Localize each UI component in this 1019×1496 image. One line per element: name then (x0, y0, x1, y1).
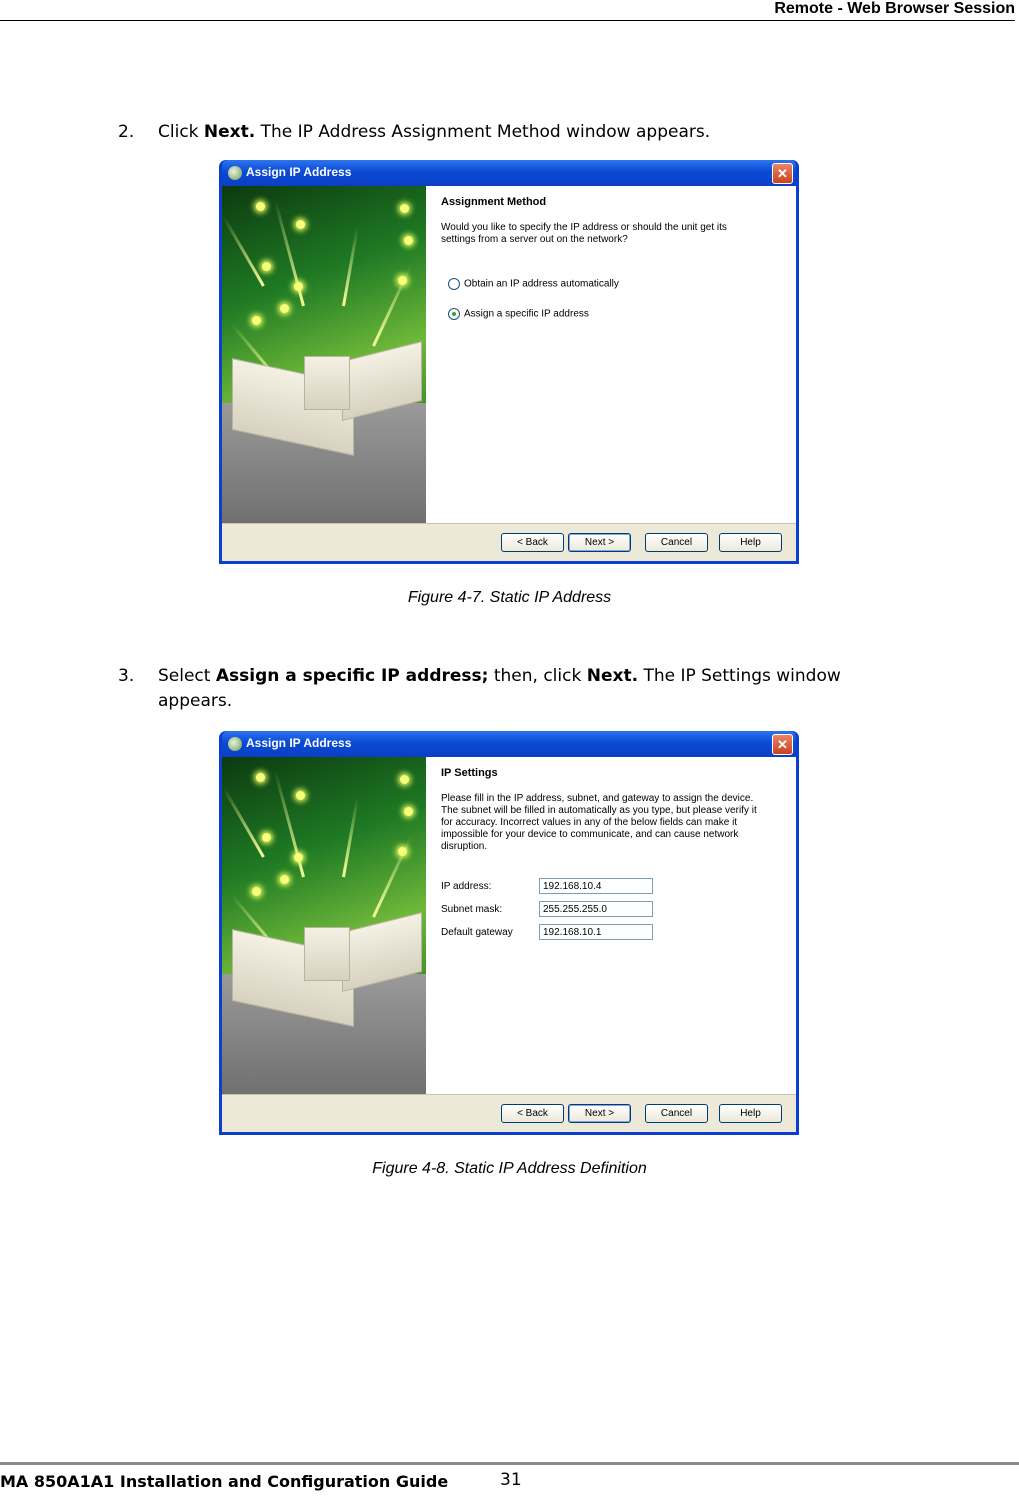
back-button[interactable]: < Back (501, 1104, 564, 1123)
next-emphasis: Next. (203, 122, 256, 142)
dialog-client (222, 186, 796, 561)
ip-address-label: IP address: (441, 881, 492, 892)
dialog-titlebar (222, 160, 796, 186)
next-button[interactable]: Next > (568, 533, 631, 552)
footer-rule (0, 1462, 1019, 1465)
dialog-client (222, 757, 796, 1132)
figure-caption: Figure 4-7. Static IP Address (407, 589, 612, 606)
radio-label: Obtain an IP address automatically (464, 278, 619, 290)
radio-label: Assign a specific IP address (464, 308, 589, 320)
figure-caption: Figure 4-8. Static IP Address Definition (372, 1160, 647, 1177)
fiber-optic-banner-image (222, 757, 426, 1094)
default-gateway-label: Default gateway (441, 927, 513, 938)
close-icon[interactable]: ✕ (772, 163, 793, 184)
wizard-description: Please fill in the IP address, subnet, and gateway to assign the device. The subnet will be filled in automatically as you type, but please verify it for accuracy. Incorrect values in any of the below fields can make it impossible for your device to communicate, and can cause network disruption. (441, 793, 757, 852)
device-image (304, 356, 350, 410)
next-emphasis: Next. (586, 666, 639, 686)
cancel-button[interactable]: Cancel (645, 533, 708, 552)
dialog-titlebar (222, 731, 796, 757)
guide-title: MA 850A1A1 Installation and Configuration Guide (0, 1472, 449, 1491)
radio-obtain-automatically[interactable] (448, 278, 619, 290)
dialog-button-bar (222, 1094, 796, 1132)
assign-emphasis: Assign a specific IP address; (215, 666, 489, 686)
app-icon (228, 737, 242, 751)
running-header (0, 0, 1015, 21)
step-number: 3. (118, 666, 135, 686)
cancel-button[interactable]: Cancel (645, 1104, 708, 1123)
help-button[interactable]: Help (719, 533, 782, 552)
dialog-title: Assign IP Address (246, 165, 352, 179)
close-icon[interactable]: ✕ (772, 734, 793, 755)
ip-address-input[interactable]: 192.168.10.4 (539, 878, 653, 894)
assign-ip-dialog-assignment-method (219, 160, 799, 564)
dialog-button-bar (222, 523, 796, 561)
default-gateway-input[interactable]: 192.168.10.1 (539, 924, 653, 940)
help-button[interactable]: Help (719, 1104, 782, 1123)
dialog-title: Assign IP Address (246, 736, 352, 750)
radio-button-icon[interactable] (448, 278, 460, 290)
back-button[interactable]: < Back (501, 533, 564, 552)
device-image (304, 927, 350, 981)
step-text: Click Next. The IP Address Assignment Method window appears. (158, 122, 711, 142)
next-button[interactable]: Next > (568, 1104, 631, 1123)
radio-assign-specific[interactable] (448, 308, 589, 320)
assign-ip-dialog-ip-settings (219, 731, 799, 1135)
wizard-pane (426, 757, 796, 1094)
wizard-pane (426, 186, 796, 523)
step-text: Select Assign a specific IP address; then, click Next. The IP Settings window appears. (158, 666, 841, 711)
app-icon (228, 166, 242, 180)
subnet-mask-input[interactable]: 255.255.255.0 (539, 901, 653, 917)
running-title: Remote - Web Browser Session (774, 0, 1015, 17)
fiber-optic-banner-image (222, 186, 426, 523)
step-number: 2. (118, 122, 135, 142)
radio-button-selected-icon[interactable] (448, 308, 460, 320)
page-number: 31 (500, 1470, 522, 1490)
wizard-description: Would you like to specify the IP address or should the unit get its settings from a server out on the network? (441, 222, 727, 245)
subnet-mask-label: Subnet mask: (441, 904, 503, 915)
wizard-heading: IP Settings (441, 767, 498, 779)
wizard-heading: Assignment Method (441, 196, 547, 208)
